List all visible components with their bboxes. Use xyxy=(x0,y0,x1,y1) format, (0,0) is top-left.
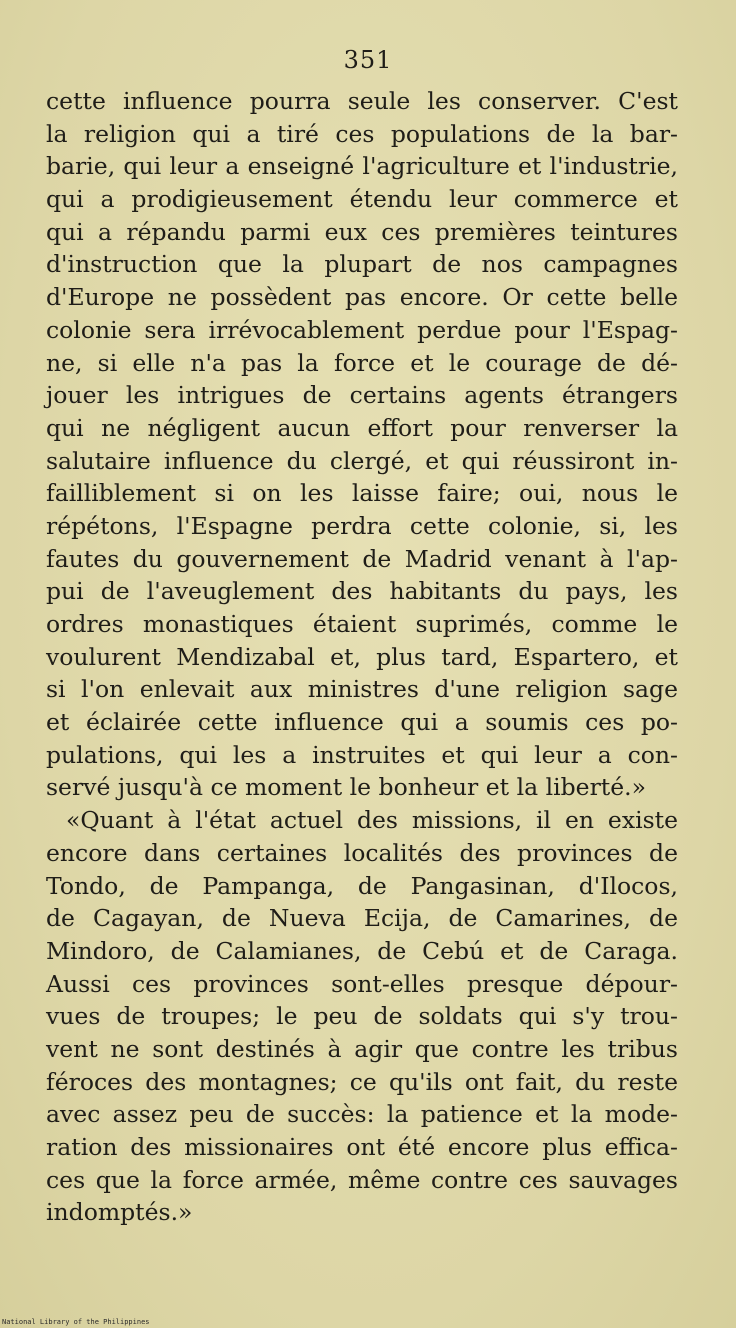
text-line: d'Europe ne possèdent pas encore. Or cette belle xyxy=(46,283,678,312)
text-line: barie, qui leur a enseigné l'agriculture et l'industrie, xyxy=(46,152,678,181)
text-line: jouer les intrigues de certains agents étrangers xyxy=(46,381,678,410)
text-line: salutaire influence du clergé, et qui réussiront in- xyxy=(46,446,678,475)
text-line: colonie sera irrévocablement perdue pour l'Espag- xyxy=(46,315,678,344)
text-line: de Cagayan, de Nueva Ecija, de Camarines, de xyxy=(46,904,678,933)
text-line: Mindoro, de Calamianes, de Cebú et de Caraga. xyxy=(46,936,678,965)
text-line: qui a répandu parmi eux ces premières teintures xyxy=(46,217,678,246)
body-text xyxy=(46,85,678,1229)
text-line: vues de troupes; le peu de soldats qui s'y trou- xyxy=(46,1002,678,1031)
text-line: encore dans certaines localités des provinces de xyxy=(46,838,678,867)
text-line: pulations, qui les a instruites et qui leur a con- xyxy=(46,740,678,769)
text-line: indomptés.» xyxy=(46,1198,193,1227)
text-line: avec assez peu de succès: la patience et la mode- xyxy=(46,1100,678,1129)
text-line: servé jusqu'à ce moment le bonheur et la liberté.» xyxy=(46,773,646,802)
text-line: Aussi ces provinces sont-elles presque dépour- xyxy=(46,969,678,998)
text-line: Tondo, de Pampanga, de Pangasinan, d'Ilocos, xyxy=(46,871,678,900)
library-watermark: National Library of the Philippines xyxy=(2,1318,150,1326)
text-line: ne, si elle n'a pas la force et le courage de dé- xyxy=(46,348,678,377)
text-line: ordres monastiques étaient suprimés, comme le xyxy=(46,610,678,638)
text-line: qui ne négligent aucun effort pour renverser la xyxy=(46,413,678,442)
text-line: fautes du gouvernement de Madrid venant à l'ap- xyxy=(46,544,678,573)
text-line: «Quant à l'état actuel des missions, il en existe xyxy=(66,806,678,835)
text-line: répétons, l'Espagne perdra cette colonie, si, les xyxy=(46,511,678,540)
text-line: et éclairée cette influence qui a soumis ces po- xyxy=(46,708,678,737)
text-line: ces que la force armée, même contre ces sauvages xyxy=(46,1165,678,1194)
text-line: ration des missionaires ont été encore plus effica- xyxy=(46,1133,678,1161)
text-line: féroces des montagnes; ce qu'ils ont fait, du reste xyxy=(46,1067,678,1096)
page-number: 351 xyxy=(343,46,393,74)
text-line: la religion qui a tiré ces populations de la bar- xyxy=(46,119,678,148)
text-line: cette influence pourra seule les conserver. C'est xyxy=(46,87,678,115)
text-line: d'instruction que la plupart de nos campagnes xyxy=(46,250,678,279)
text-line: pui de l'aveuglement des habitants du pays, les xyxy=(46,577,678,606)
text-line: si l'on enlevait aux ministres d'une religion sage xyxy=(46,675,678,704)
text-line: vent ne sont destinés à agir que contre les tribus xyxy=(46,1034,678,1063)
text-line: failliblement si on les laisse faire; oui, nous le xyxy=(46,479,678,508)
text-line: voulurent Mendizabal et, plus tard, Espartero, et xyxy=(46,642,678,671)
text-line: qui a prodigieusement étendu leur commerce et xyxy=(46,185,678,214)
